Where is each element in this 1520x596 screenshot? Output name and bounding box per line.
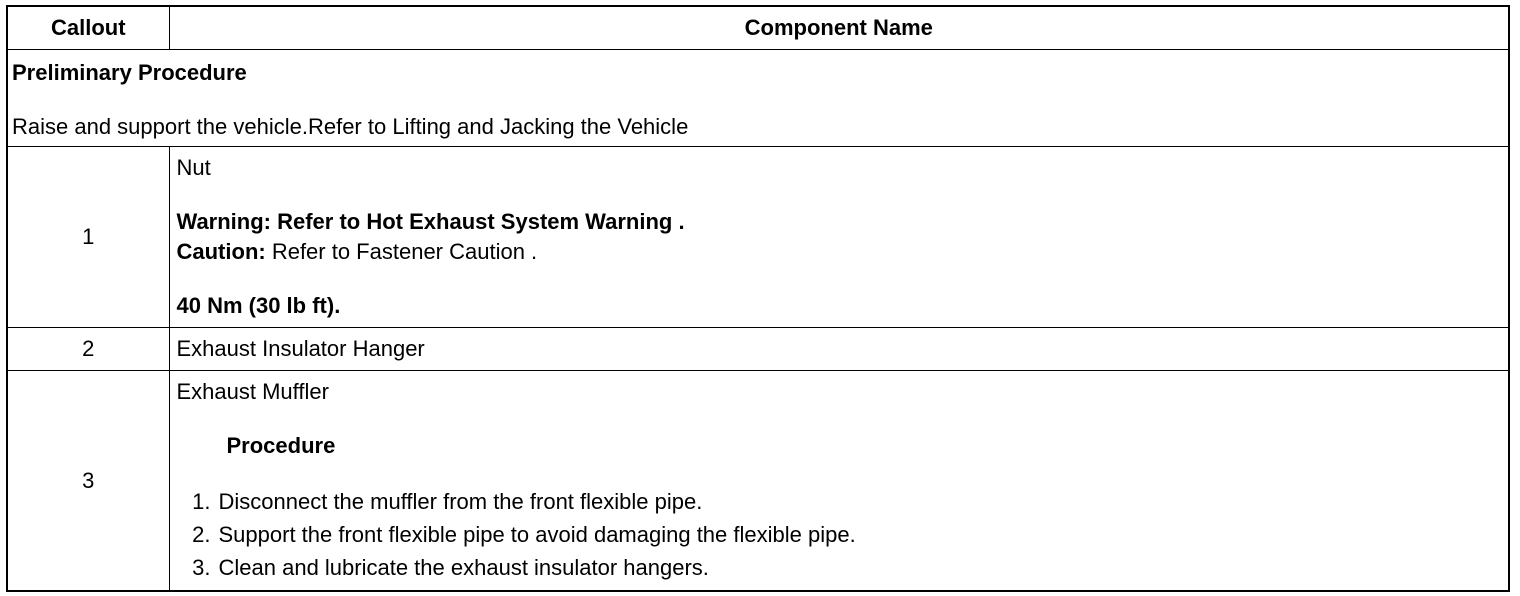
- caution-line: [177, 237, 1502, 267]
- table-row: [7, 147, 1509, 328]
- component-table: [6, 5, 1510, 592]
- list-item: [177, 518, 1502, 551]
- callout-cell: 3: [7, 371, 169, 592]
- procedure-title: Procedure: [226, 433, 336, 458]
- step-text: Disconnect the muffler from the front flexible pipe.: [218, 488, 703, 514]
- preliminary-title: Preliminary Procedure: [12, 60, 247, 85]
- warning-text: Warning: Refer to Hot Exhaust System Warning .: [176, 209, 685, 234]
- component-name: Nut: [176, 155, 211, 180]
- list-item: [177, 485, 1502, 518]
- caution-text: Refer to Fastener Caution .: [265, 239, 538, 264]
- callout-cell: 1: [7, 147, 169, 328]
- step-number: 2.: [192, 521, 211, 547]
- component-name: Exhaust Muffler: [176, 379, 329, 404]
- preliminary-cell: [7, 50, 1509, 147]
- torque-spec: 40 Nm (30 lb ft).: [176, 293, 341, 318]
- table-row: [7, 371, 1509, 592]
- component-cell: [169, 147, 1509, 328]
- preliminary-text: Raise and support the vehicle.Refer to Lifting and Jacking the Vehicle: [12, 114, 689, 139]
- step-text: Clean and lubricate the exhaust insulator hangers.: [218, 554, 709, 580]
- caution-label: Caution:: [176, 239, 266, 264]
- component-cell: [169, 371, 1509, 592]
- table-row: [7, 328, 1509, 371]
- step-number: 3.: [192, 554, 211, 580]
- callout-cell: 2: [7, 328, 169, 371]
- preliminary-row: [7, 50, 1509, 147]
- table-header-row: [7, 6, 1509, 50]
- header-callout: Callout: [7, 6, 169, 50]
- procedure-steps: [177, 485, 1502, 584]
- header-component-name: Component Name: [169, 6, 1509, 50]
- document-page: [6, 5, 1508, 592]
- component-cell: Exhaust Insulator Hanger: [169, 328, 1509, 371]
- list-item: [177, 551, 1502, 584]
- step-text: Support the front flexible pipe to avoid damaging the flexible pipe.: [218, 521, 856, 547]
- step-number: 1.: [192, 488, 211, 514]
